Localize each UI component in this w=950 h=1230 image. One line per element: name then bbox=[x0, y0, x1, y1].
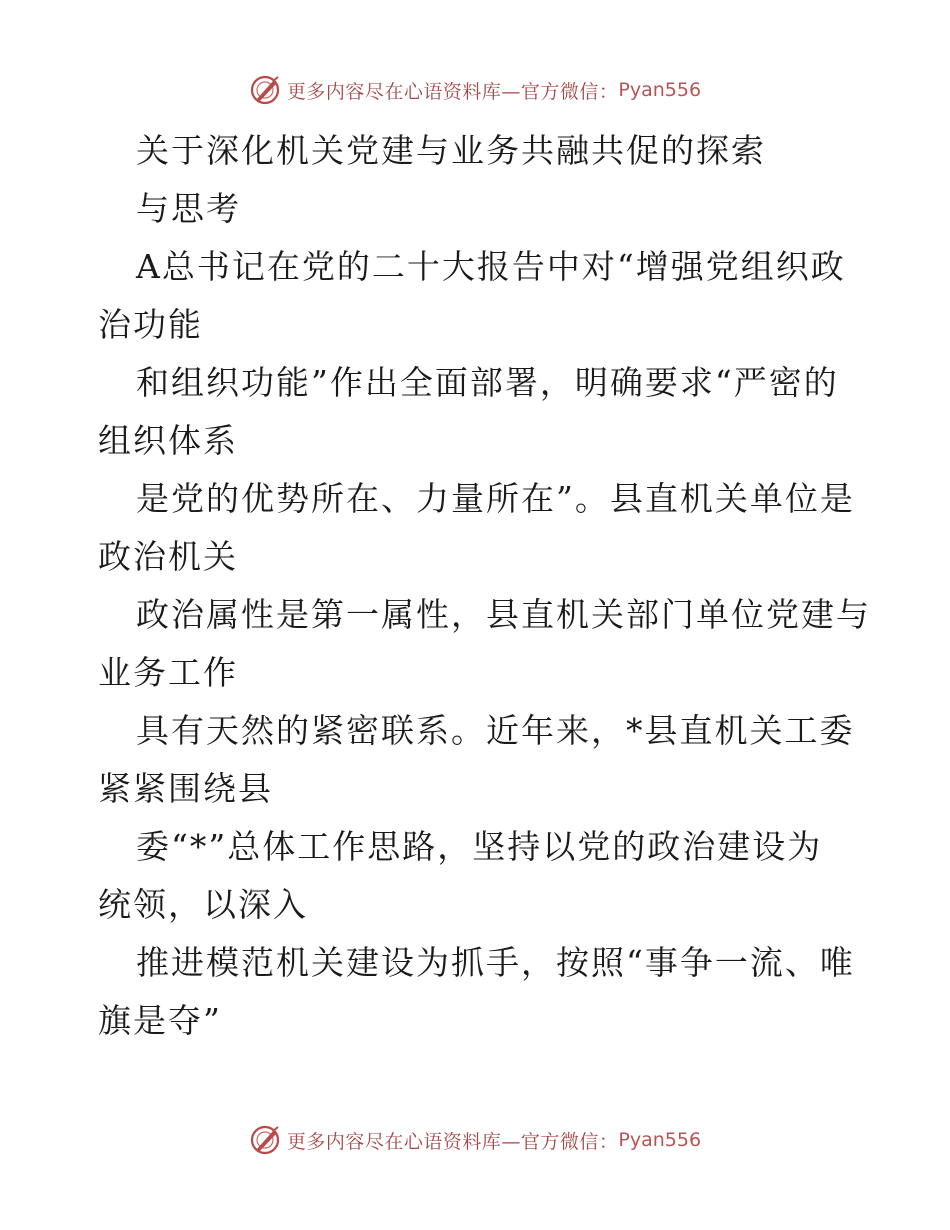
paragraph-line: 治功能 bbox=[98, 305, 203, 344]
paragraph-line: 统领，以深入 bbox=[98, 885, 308, 924]
watermark-text: 更多内容尽在心语资料库—官方微信： bbox=[286, 80, 619, 103]
pen-logo-icon bbox=[249, 74, 281, 106]
paragraph-line: 政治机关 bbox=[98, 537, 238, 576]
pen-logo-icon bbox=[249, 1124, 281, 1156]
title-line-2: 与思考 bbox=[136, 189, 241, 228]
paragraph-line: 和组织功能”作出全面部署，明确要求“严密的 bbox=[136, 363, 839, 402]
paragraph-line: A总书记在党的二十大报告中对“增强党组织政 bbox=[136, 247, 846, 286]
paragraph-line: 推进模范机关建设为抓手，按照“事争一流、唯 bbox=[136, 943, 855, 982]
paragraph-line: 委“*”总体工作思路，坚持以党的政治建设为 bbox=[136, 827, 823, 866]
paragraph-line: 政治属性是第一属性，县直机关部门单位党建与 bbox=[136, 595, 871, 634]
paragraph-line: 组织体系 bbox=[98, 421, 238, 460]
paragraph-line: 旗是夺” bbox=[98, 1001, 222, 1040]
paragraph-line: 是党的优势所在、力量所在”。县直机关单位是 bbox=[136, 479, 855, 518]
document-body bbox=[98, 122, 871, 1050]
title-line-1: 关于深化机关党建与业务共融共促的探索 bbox=[136, 131, 766, 170]
paragraph-line: 具有天然的紧密联系。近年来，*县直机关工委 bbox=[136, 711, 855, 750]
paragraph-line: 业务工作 bbox=[98, 653, 238, 692]
footer-watermark bbox=[0, 1120, 950, 1160]
paragraph-line: 紧紧围绕县 bbox=[98, 769, 273, 808]
header-watermark bbox=[0, 70, 950, 110]
watermark-text: 更多内容尽在心语资料库—官方微信： bbox=[286, 1130, 619, 1153]
watermark-wechat-id: Pyan556 bbox=[618, 79, 702, 101]
watermark-wechat-id: Pyan556 bbox=[618, 1129, 702, 1151]
